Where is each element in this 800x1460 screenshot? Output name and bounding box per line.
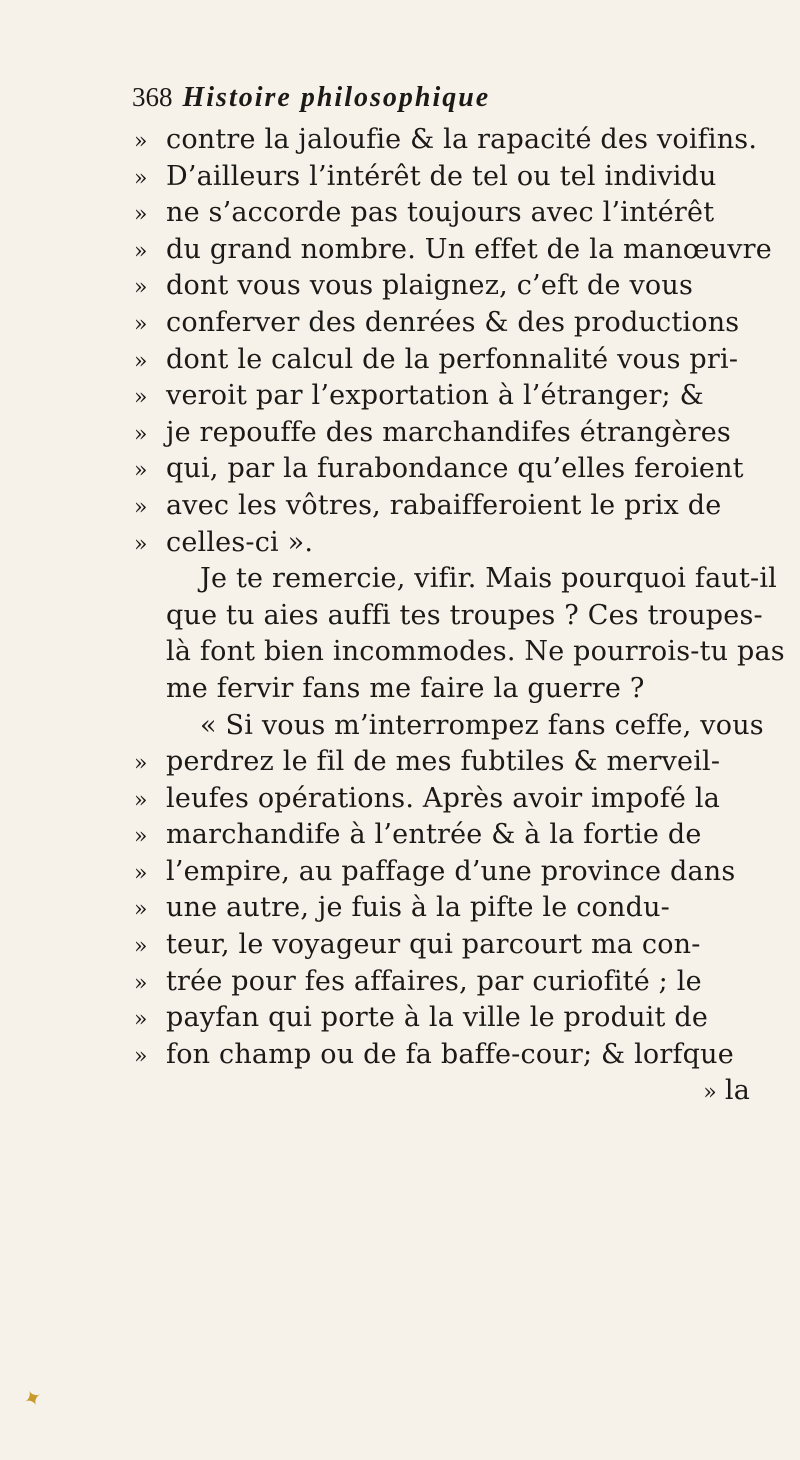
- running-head: [132, 82, 490, 122]
- text-line: [134, 1037, 774, 1074]
- line-text: D’ailleurs l’intérêt de tel ou tel individu: [166, 160, 717, 192]
- line-text: fon champ ou de fa baffe-cour; & lorfque: [166, 1038, 734, 1070]
- text-line: [134, 525, 774, 562]
- text-line: [134, 415, 774, 452]
- line-text: « Si vous m’interrompez fans ceffe, vous: [200, 709, 764, 741]
- text-line: [134, 744, 774, 781]
- line-text: dont le calcul de la perfonnalité vous pri-: [166, 343, 739, 375]
- quote-mark: »: [134, 824, 148, 850]
- quote-mark: »: [134, 494, 148, 520]
- text-line: [134, 305, 774, 342]
- line-text: là font bien incommodes. Ne pourrois-tu pas: [166, 636, 785, 668]
- text-line: [134, 781, 774, 818]
- quote-mark: »: [134, 348, 148, 374]
- line-text: une autre, je fuis à la pifte le condu-: [166, 892, 670, 924]
- quote-mark: »: [134, 202, 148, 228]
- text-line: [134, 964, 774, 1001]
- line-text: du grand nombre. Un effet de la manœuvre: [166, 233, 772, 265]
- line-text: qui, par la furabondance qu’elles feroient: [166, 453, 744, 485]
- quote-mark: »: [134, 934, 148, 960]
- text-line: [134, 451, 774, 488]
- line-text: teur, le voyageur qui parcourt ma con-: [166, 929, 701, 961]
- line-text: que tu aies auffi tes troupes ? Ces troupes-: [166, 599, 763, 631]
- quote-mark: »: [134, 458, 148, 484]
- text-line: [134, 268, 774, 305]
- text-line: [134, 159, 774, 196]
- line-text: marchandife à l’entrée & à la fortie de: [166, 819, 702, 851]
- text-line: [134, 561, 778, 598]
- line-text: l’empire, au paffage d’une province dans: [166, 855, 736, 887]
- quote-mark: »: [134, 860, 148, 886]
- text-line: [134, 854, 774, 891]
- text-line: [134, 671, 774, 708]
- text-line: [134, 195, 774, 232]
- line-text: trée pour fes affaires, par curiofité ; le: [166, 965, 702, 997]
- catchword-line: [134, 1073, 774, 1110]
- text-line: [134, 122, 774, 159]
- quote-mark: »: [703, 1080, 717, 1106]
- line-text: me fervir fans me faire la guerre ?: [166, 672, 645, 704]
- body-text: [134, 122, 785, 1110]
- text-line: [134, 817, 774, 854]
- line-text: ne s’accorde pas toujours avec l’intérêt: [166, 197, 715, 229]
- text-line: [134, 708, 774, 745]
- quote-mark: »: [134, 787, 148, 813]
- ink-speck-icon: ✦: [19, 1384, 47, 1415]
- catchword: la: [724, 1075, 750, 1107]
- quote-mark: »: [134, 751, 148, 777]
- quote-mark: »: [134, 311, 148, 337]
- text-line: [134, 342, 774, 379]
- quote-mark: »: [134, 1043, 148, 1069]
- line-text: avec les vôtres, rabaifferoient le prix de: [166, 489, 722, 521]
- quote-mark: »: [134, 238, 148, 264]
- running-title: Histoire philosophique: [182, 82, 491, 113]
- text-line: [134, 598, 774, 635]
- line-text: conferver des denrées & des productions: [166, 306, 740, 338]
- line-text: Je te remercie, vifir. Mais pourquoi faut-il: [200, 563, 778, 595]
- quote-mark: »: [134, 970, 148, 996]
- quote-mark: »: [134, 897, 148, 923]
- text-line: [134, 488, 774, 525]
- line-text: dont vous vous plaignez, c’eft de vous: [166, 270, 694, 302]
- line-text: perdrez le fil de mes fubtiles & merveil-: [166, 746, 721, 778]
- line-text: leufes opérations. Après avoir impofé la: [166, 782, 720, 814]
- quote-mark: »: [134, 165, 148, 191]
- line-text: je repouffe des marchandifes étrangères: [166, 416, 731, 448]
- quote-mark: »: [134, 275, 148, 301]
- line-text: celles-ci ».: [166, 526, 314, 558]
- line-text: veroit par l’exportation à l’étranger; &: [166, 380, 704, 412]
- text-line: [134, 1000, 774, 1037]
- quote-mark: »: [134, 129, 148, 154]
- quote-mark: »: [134, 1007, 148, 1033]
- quote-mark: »: [134, 385, 148, 411]
- text-line: [134, 378, 774, 415]
- quote-mark: »: [134, 531, 148, 557]
- text-line: [134, 634, 785, 671]
- line-text: contre la jaloufie & la rapacité des voifins.: [166, 124, 758, 155]
- text-line: [134, 890, 774, 927]
- line-text: payfan qui porte à la ville le produit de: [166, 1002, 709, 1034]
- text-line: [134, 232, 774, 269]
- page-number: 368: [132, 82, 173, 112]
- quote-mark: »: [134, 421, 148, 447]
- text-line: [134, 927, 774, 964]
